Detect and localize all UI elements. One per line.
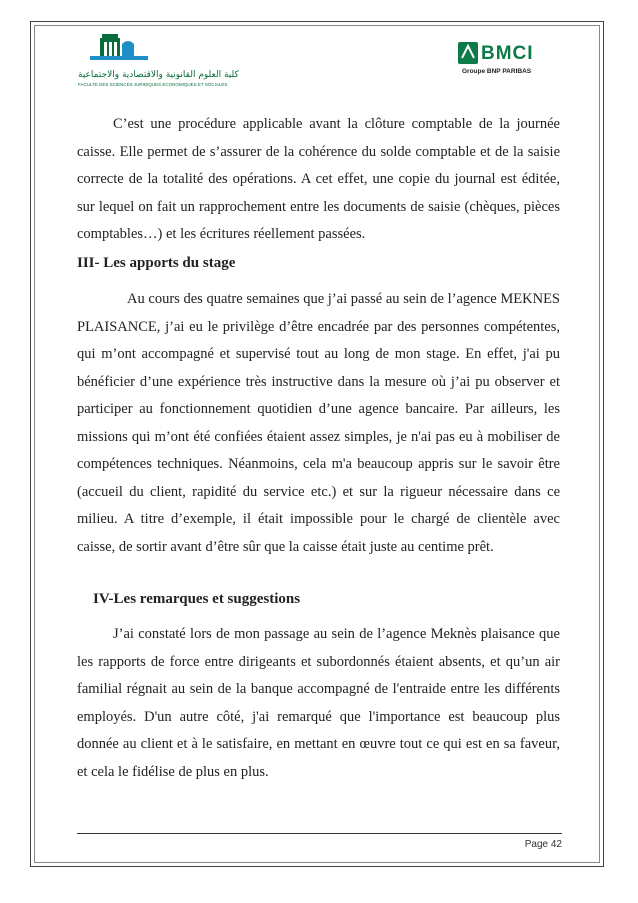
heading-remarques-suggestions: IV-Les remarques et suggestions [93, 591, 301, 607]
bmci-brand: BMCI [481, 43, 534, 64]
faculty-logo-window-1 [104, 42, 107, 56]
bmci-group: Groupe BNP PARIBAS [462, 68, 532, 75]
heading-apports-du-stage: III- Les apports du stage [77, 255, 236, 271]
paragraph-apports: Au cours des quatre semaines que j’ai passé au sein de l’agence MEKNES PLAISANCE, j’ai eu le privilège d’être encadrée par des personnes compétentes, qui m’ont accompagné et supervisé tout au long de mon stage. En effet, j'ai pu bénéficier d’une expérience très instructive dans la mesure où j’ai pu observer et participer au fonctionnement quotidien d’une agence bancaire. Par ailleurs, les missions qui m’ont été confiées étaient assez simples, je n'ai pas eu à mobiliser de compétences techniques. Néanmoins, cela m'a beaucoup appris sur le savoir être (accueil du client, rapidité du service etc.) et sur la rigueur nécessaire dans ce milieu. A titre d’exemple, il était impossible pour le chargé de clientèle avec caisse, de sortir avant d’être sûr que la caisse était juste au centime prêt. [77, 291, 560, 555]
faculty-arabic-name: كلية العلوم القانونية والاقتصادية والاجتماعية [78, 70, 239, 80]
faculty-subtitle: FACULTE DES SCIENCES JURIDIQUES ECONOMIQUES ET SOCIALES [78, 82, 228, 87]
paragraph-remarques: J’ai constaté lors de mon passage au sein de l’agence Meknès plaisance que les rapports de force entre dirigeants et subordonnés étaient absents, et qu’un air familial régnait au sein de la banque accompagné de l'entraide entre les différents employés. D'un autre côté, j'ai remarqué que l'importance est beaucoup plus donnée au client et à le satisfaire, en mettant en œuvre tout ce qui est en sa faveur, et cela le fidélise de plus en plus. [77, 626, 560, 780]
paragraph-journal-control: C’est une procédure applicable avant la clôture comptable de la journée caisse. Elle permet de s’assurer de la cohérence du solde comptable et de la saisie correcte de la totalité des opérations. A cet effet, une copie du journal est éditée, sur lequel on fait un rapprochement entre les documents de saisie (chèques, pièces comptables…) et les écritures réellement passées. [77, 116, 560, 242]
bmci-logo-icon [458, 42, 478, 64]
page-number: Page 42 [524, 839, 562, 850]
faculty-logo-base [90, 56, 148, 60]
faculty-logo-window-3 [114, 42, 117, 56]
footer-divider [77, 833, 562, 834]
faculty-logo-window-2 [109, 42, 112, 56]
faculty-logo-roof [102, 34, 118, 38]
